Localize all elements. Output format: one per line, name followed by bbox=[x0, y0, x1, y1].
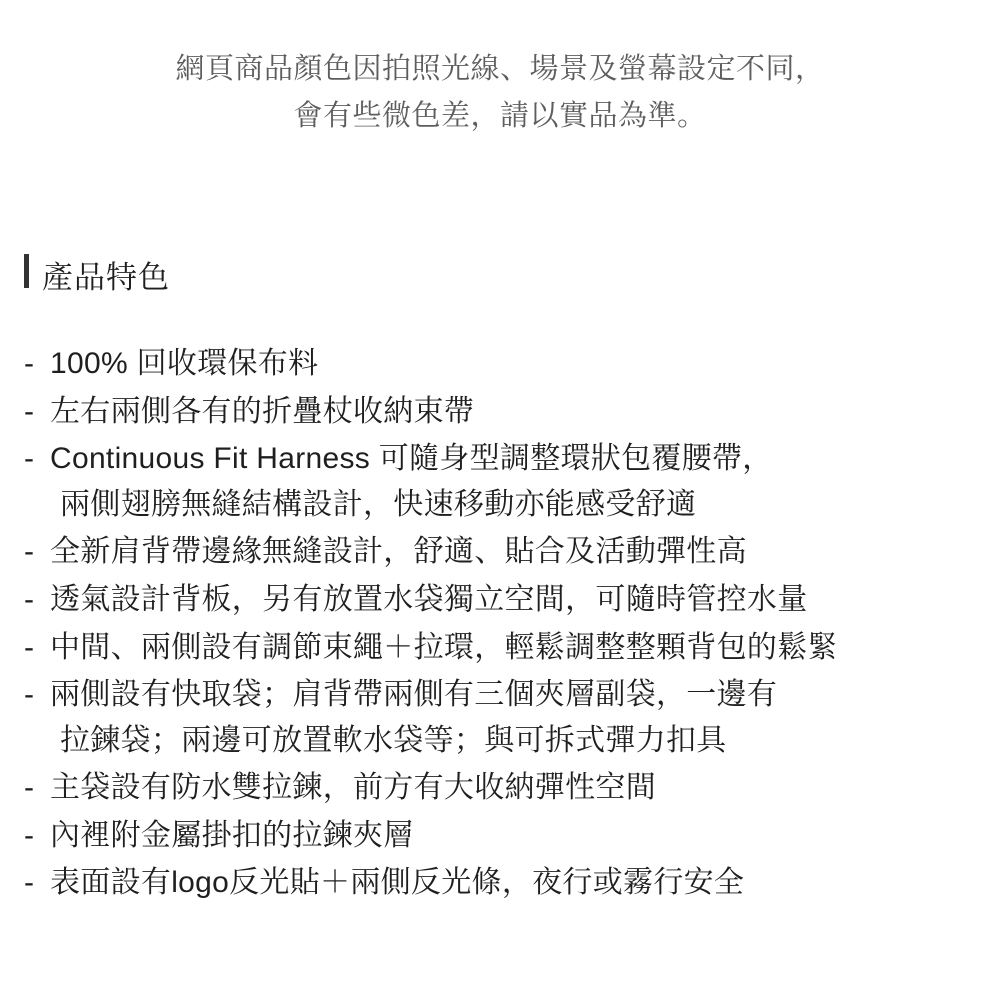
section-heading bbox=[0, 252, 1000, 297]
list-item bbox=[24, 672, 976, 763]
heading-accent-bar bbox=[24, 254, 29, 288]
list-item-line-1: 兩側設有快取袋；肩背帶兩側有三個夾層副袋，一邊有 bbox=[50, 678, 778, 712]
list-item-label bbox=[50, 436, 976, 527]
list-item bbox=[24, 389, 976, 435]
list-item-label: 100% 回收環保布料 bbox=[50, 346, 319, 380]
list-item-label: 左右兩側各有的折疊杖收納束帶 bbox=[50, 394, 475, 428]
list-marker: - bbox=[24, 394, 35, 428]
list-item-label: 主袋設有防水雙拉鍊，前方有大收納彈性空間 bbox=[50, 771, 656, 805]
list-item-label: 表面設有logo反光貼＋兩側反光條，夜行或霧行安全 bbox=[50, 866, 745, 900]
list-item bbox=[24, 341, 976, 387]
list-item bbox=[24, 765, 976, 811]
list-marker: - bbox=[24, 346, 35, 380]
list-item bbox=[24, 860, 976, 906]
list-marker: - bbox=[24, 771, 35, 805]
list-item bbox=[24, 436, 976, 527]
list-marker: - bbox=[24, 630, 35, 664]
list-item-label: 內裡附金屬掛扣的拉鍊夾層 bbox=[50, 818, 414, 852]
list-item bbox=[24, 813, 976, 859]
list-item-label: 全新肩背帶邊緣無縫設計，舒適、貼合及活動彈性高 bbox=[50, 535, 747, 569]
disclaimer-line-2: 會有些微色差，請以實品為準。 bbox=[293, 99, 707, 132]
color-disclaimer bbox=[0, 0, 1000, 140]
list-marker: - bbox=[24, 442, 35, 476]
list-item bbox=[24, 577, 976, 623]
list-marker: - bbox=[24, 866, 35, 900]
list-marker: - bbox=[24, 582, 35, 616]
page-title: 產品特色 bbox=[42, 259, 170, 295]
list-marker: - bbox=[24, 818, 35, 852]
list-item-line-2: 拉鍊袋；兩邊可放置軟水袋等；與可拆式彈力扣具 bbox=[60, 723, 727, 757]
list-item-line-2: 兩側翅膀無縫結構設計，快速移動亦能感受舒適 bbox=[60, 487, 697, 521]
list-item-label: 透氣設計背板，另有放置水袋獨立空間，可隨時管控水量 bbox=[50, 582, 808, 616]
list-marker: - bbox=[24, 678, 35, 712]
list-item bbox=[24, 529, 976, 575]
list-item-label bbox=[50, 672, 976, 763]
list-marker: - bbox=[24, 535, 35, 569]
disclaimer-line-1: 網頁商品顏色因拍照光線、場景及螢幕設定不同， bbox=[175, 53, 825, 85]
list-item bbox=[24, 625, 976, 671]
list-item-line-1: Continuous Fit Harness 可隨身型調整環狀包覆腰帶， bbox=[50, 442, 773, 476]
feature-list bbox=[0, 341, 1000, 906]
list-item-label: 中間、兩側設有調節束繩＋拉環，輕鬆調整整顆背包的鬆緊 bbox=[50, 630, 838, 664]
